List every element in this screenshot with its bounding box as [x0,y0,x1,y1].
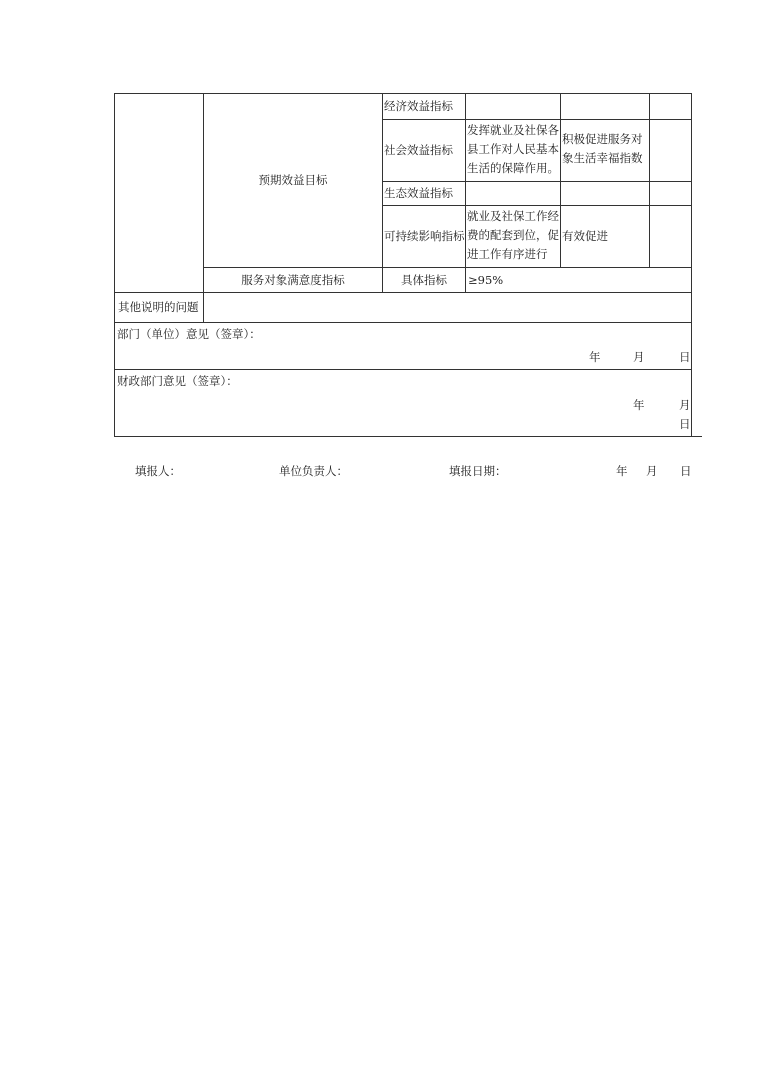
economic-indicator-label: 经济效益指标 [384,99,453,113]
economic-indicator-content [467,94,560,119]
social-indicator-content: 发挥就业及社保各县工作对人民基本生活的保障作用。 [467,123,559,175]
table-line [114,369,692,370]
finance-opinion-month: 月 [679,398,691,412]
social-indicator-target: 积极促进服务对象生活幸福指数 [562,132,643,165]
dept-opinion-year: 年 [589,350,601,364]
satisfaction-value: ≥95% [468,272,504,287]
table-line [649,93,650,268]
finance-opinion-day: 日 [679,417,691,431]
unit-head-label: 单位负责人： [279,464,348,478]
economic-indicator-target [562,94,649,119]
finance-opinion-label: 财政部门意见（签章）： [117,374,238,388]
satisfaction-indicator-label: 服务对象满意度指标 [241,272,345,287]
ecological-indicator-content [467,182,560,205]
other-issues-label: 其他说明的问题 [118,300,199,314]
social-indicator-label: 社会效益指标 [384,143,453,157]
footer-day: 日 [680,464,692,478]
table-line [114,322,692,323]
dept-opinion-label: 部门（单位）意见（签章）： [117,327,261,341]
table-line [114,93,115,437]
table-line [465,93,466,292]
sustainable-indicator-target: 有效促进 [562,229,608,243]
sustainable-indicator-content: 就业及社保工作经费的配套到位，促进工作有序进行 [467,209,559,261]
filler-label: 填报人： [135,464,181,478]
expected-benefit-label: 预期效益目标 [258,173,328,187]
table-line [382,93,383,292]
finance-opinion-year: 年 [633,398,645,412]
table-line [114,436,702,437]
ecological-indicator-label: 生态效益指标 [384,186,453,200]
dept-opinion-day: 日 [679,350,691,364]
satisfaction-sub-label: 具体指标 [401,272,447,287]
table-line [691,93,692,437]
footer-month: 月 [646,464,658,478]
fill-date-label: 填报日期： [449,464,507,478]
footer-year: 年 [616,464,628,478]
sustainable-indicator-label: 可持续影响指标 [384,229,465,243]
ecological-indicator-target [562,182,649,205]
table-line [560,93,561,268]
dept-opinion-month: 月 [633,350,645,364]
